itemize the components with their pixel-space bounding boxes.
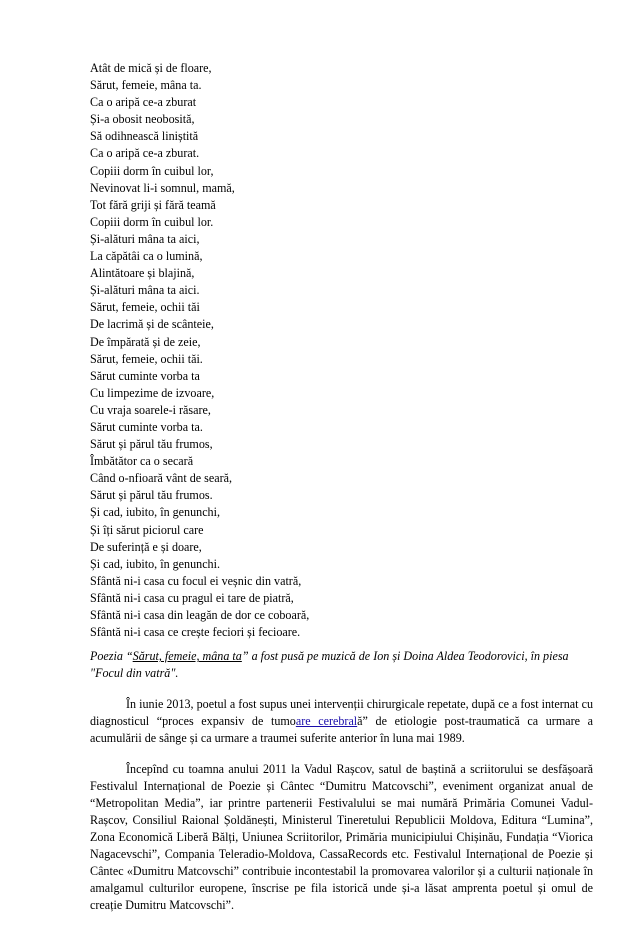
poem-line: Copiii dorm în cuibul lor.	[90, 214, 214, 229]
poem-line: Alintătoare și blajină,	[90, 266, 195, 281]
poem-line: La căpătâi ca o lumină,	[90, 249, 203, 264]
poem-line: Sărut și părul tău frumos,	[90, 437, 213, 452]
poem-line: Și-alături mâna ta aici,	[90, 231, 200, 246]
poem	[90, 60, 593, 641]
poem-line: Și-alături mâna ta aici.	[90, 283, 200, 298]
paragraph-text: În iunie 2013, poetul a fost supus unei intervenții chirurgicale repetate, după ce a fost internat cu diagnosticul “proces expansiv de tumo	[90, 697, 593, 729]
poem-line: Și îți sărut piciorul care	[90, 522, 204, 537]
poem-line: Îmbătător ca o secară	[90, 454, 194, 469]
poem-line: Să odihnească liniștită	[90, 129, 199, 144]
cerebral-tumor-link[interactable]: are cerebral	[295, 714, 358, 729]
poem-line: Sărut, femeie, ochii tăi.	[90, 351, 203, 366]
poem-line: Și cad, iubito, în genunchi.	[90, 556, 220, 571]
document-page	[90, 60, 593, 926]
poem-line: Sfântă ni-i casa ce crește feciori și fecioare.	[90, 625, 301, 640]
poem-line: Sărut, femeie, ochii tăi	[90, 300, 200, 315]
poem-line: Sărut cuminte vorba ta.	[90, 419, 203, 434]
poem-music-note	[90, 648, 593, 682]
paragraph-festival: Începînd cu toamna anului 2011 la Vadul Rașcov, satul de baștină a scriitorului se desfășoară Festivalul Internațional de Poezie și Cântec “Dumitru Matcovschi”, eveniment organizat anual de “Metropolitan Media”, iar printre partenerii Festivalului se mai numără Primăria Comunei Vadul-Rașcov, Consiliul Raional Șoldănești, Ministerul Tineretului Republicii Moldova, Editura “Lumina”, Zona Economică Liberă Bălți, Uniunea Scriitorilor, Primăria municipiului Chișinău, Fundația “Viorica Nagacevschi”, Compania Teleradio-Moldova, CassaRecords etc. Festivalul Internațional de Poezie și Cântec «Dumitru Matcovschi” contribuie incontestabil la promovarea valorilor și a culturii naționale în amalgamul culturilor europene, înscrise pe fila istorică unde și-a lăsat amprenta poetul și omul de creație Dumitru Matcovschi”.	[90, 762, 593, 913]
poem-line: Atât de mică și de floare,	[90, 61, 212, 75]
poem-line: Sfântă ni-i casa cu focul ei veșnic din vatră,	[90, 573, 302, 588]
note-suffix: ” a fost pusă pe muzică de Ion și Doina Aldea Teodorovici, în piesa "Focul din vatră".	[90, 649, 569, 681]
poem-title-link[interactable]: Sărut, femeie, mâna ta	[132, 649, 242, 664]
poem-line: Și cad, iubito, în genunchi,	[90, 505, 220, 520]
paragraph-text: ă” de etiologie post-traumatică ca urmare a acumulării de sânge și ca urmare a traumei suferite anterior în luna mai 1989.	[90, 714, 593, 746]
poem-line: De suferință e și doare,	[90, 539, 202, 554]
paragraph-surgery	[90, 696, 593, 747]
poem-line: Copiii dorm în cuibul lor,	[90, 163, 214, 178]
poem-line: Nevinovat li-i somnul, mamă,	[90, 180, 235, 195]
poem-line: Și-a obosit neobosită,	[90, 112, 195, 127]
poem-line: Când o-nfioară vânt de seară,	[90, 471, 233, 486]
poem-line: Sfântă ni-i casa din leagăn de dor ce coboară,	[90, 608, 310, 622]
poem-line: Cu limpezime de izvoare,	[90, 385, 215, 400]
poem-line: De împărată și de zeie,	[90, 334, 201, 349]
poem-line: Sărut și părul tău frumos.	[90, 488, 213, 503]
poem-line: Ca o aripă ce-a zburat.	[90, 146, 200, 161]
poem-line: Sfântă ni-i casa cu pragul ei tare de piatră,	[90, 590, 294, 605]
poem-line: Cu vraja soarele-i răsare,	[90, 402, 211, 417]
poem-line: De lacrimă și de scânteie,	[90, 317, 214, 332]
poem-line: Ca o aripă ce-a zburat	[90, 95, 197, 110]
poem-line: Sărut, femeie, mâna ta.	[90, 78, 202, 93]
poem-line: Tot fără griji și fără teamă	[90, 197, 216, 212]
note-prefix: Poezia “	[90, 649, 133, 664]
poem-line: Sărut cuminte vorba ta	[90, 368, 200, 383]
